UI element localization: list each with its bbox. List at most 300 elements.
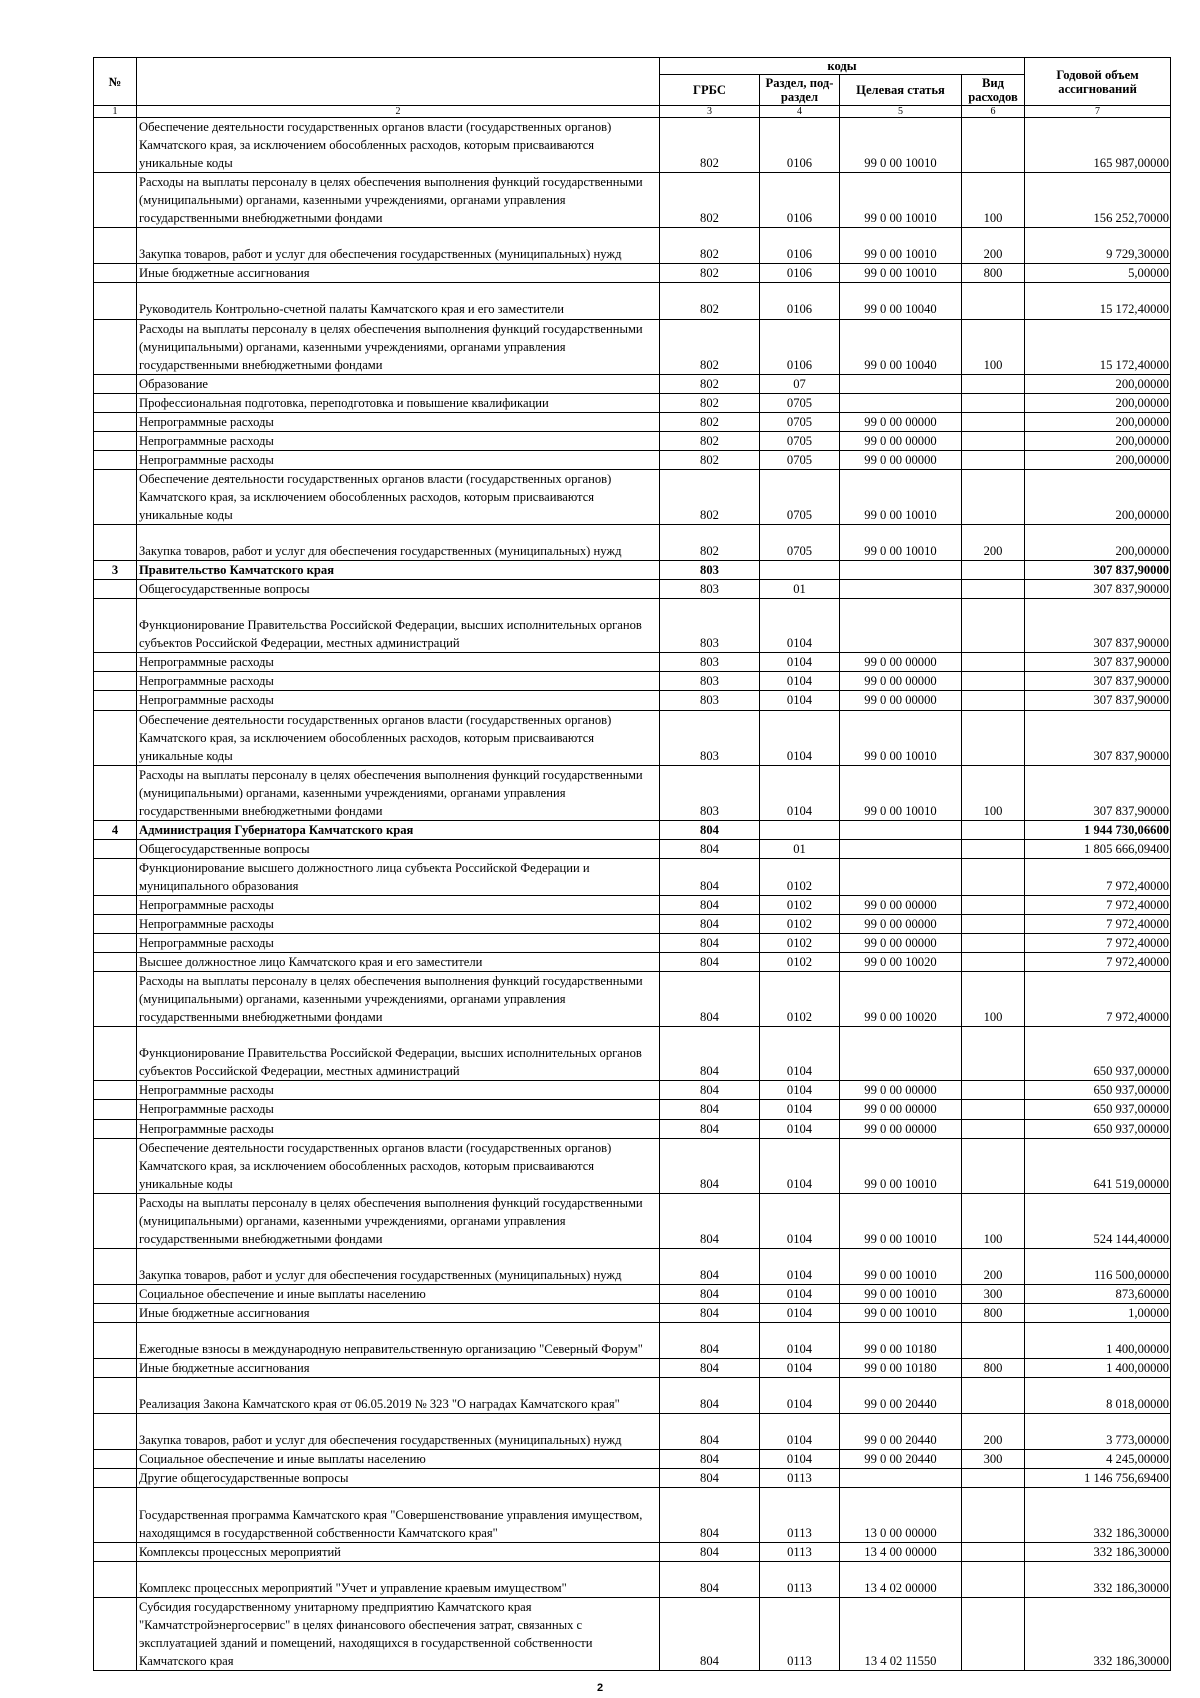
row-name: Субсидия государственному унитарному предприятию Камчатского края "Камчатстройэнергосервис" в целях финансового обеспечения затрат, связанных с эксплуатацией зданий и помещений, находящихся в государственной собственности Камчатского края xyxy=(137,1597,660,1670)
row-number xyxy=(94,469,137,524)
row-name: Другие общегосударственные вопросы xyxy=(137,1469,660,1488)
row-section: 0102 xyxy=(760,915,840,934)
row-name: Непрограммные расходы xyxy=(137,915,660,934)
budget-table xyxy=(93,57,1171,1671)
row-target: 99 0 00 10010 xyxy=(840,1193,962,1248)
row-target: 99 0 00 10010 xyxy=(840,1284,962,1303)
table-row xyxy=(94,1561,1171,1597)
table-body xyxy=(94,118,1171,1671)
row-number xyxy=(94,374,137,393)
table-row xyxy=(94,431,1171,450)
row-grbs: 804 xyxy=(660,1027,760,1081)
table-row xyxy=(94,374,1171,393)
table-row xyxy=(94,393,1171,412)
row-name: Руководитель Контрольно-счетной палаты Камчатского края и его заместители xyxy=(137,283,660,319)
row-grbs: 803 xyxy=(660,691,760,710)
row-expense-type xyxy=(962,283,1025,319)
row-amount: 5,00000 xyxy=(1025,264,1171,283)
row-number xyxy=(94,1304,137,1323)
row-name: Общегосударственные вопросы xyxy=(137,839,660,858)
row-expense-type xyxy=(962,820,1025,839)
row-grbs: 804 xyxy=(660,1323,760,1359)
row-number xyxy=(94,839,137,858)
budget-table-sheet xyxy=(93,57,1170,1671)
row-name: Расходы на выплаты персоналу в целях обеспечения выполнения функций государственными (муниципальными) органами, казенными учреждениями, органами управления государственными внебюджетными фондами xyxy=(137,1193,660,1248)
row-section: 0104 xyxy=(760,1138,840,1193)
row-grbs: 802 xyxy=(660,118,760,173)
row-name: Закупка товаров, работ и услуг для обеспечения государственных (муниципальных) нужд xyxy=(137,525,660,561)
row-number xyxy=(94,895,137,914)
row-expense-type xyxy=(962,431,1025,450)
row-amount: 1 146 756,69400 xyxy=(1025,1469,1171,1488)
row-amount: 650 937,00000 xyxy=(1025,1100,1171,1119)
row-target: 99 0 00 00000 xyxy=(840,672,962,691)
table-row xyxy=(94,672,1171,691)
row-grbs: 804 xyxy=(660,1138,760,1193)
table-row xyxy=(94,525,1171,561)
row-name: Социальное обеспечение и иные выплаты населению xyxy=(137,1450,660,1469)
row-expense-type xyxy=(962,895,1025,914)
table-row xyxy=(94,450,1171,469)
row-grbs: 804 xyxy=(660,1450,760,1469)
row-number xyxy=(94,765,137,820)
row-section: 0104 xyxy=(760,672,840,691)
row-amount: 200,00000 xyxy=(1025,525,1171,561)
header-name xyxy=(137,58,660,106)
header-target: Целевая статья xyxy=(840,75,962,106)
row-target: 99 0 00 10010 xyxy=(840,765,962,820)
row-grbs: 804 xyxy=(660,1488,760,1542)
row-grbs: 802 xyxy=(660,393,760,412)
row-amount: 307 837,90000 xyxy=(1025,599,1171,653)
row-amount: 1 400,00000 xyxy=(1025,1359,1171,1378)
table-row xyxy=(94,561,1171,580)
row-number xyxy=(94,580,137,599)
row-number xyxy=(94,710,137,765)
row-name: Непрограммные расходы xyxy=(137,412,660,431)
row-section: 07 xyxy=(760,374,840,393)
table-row xyxy=(94,173,1171,228)
row-grbs: 802 xyxy=(660,431,760,450)
table-row xyxy=(94,710,1171,765)
row-expense-type xyxy=(962,1488,1025,1542)
row-amount: 307 837,90000 xyxy=(1025,672,1171,691)
row-number: 4 xyxy=(94,820,137,839)
table-row xyxy=(94,1081,1171,1100)
row-expense-type xyxy=(962,561,1025,580)
row-number xyxy=(94,1027,137,1081)
table-row xyxy=(94,283,1171,319)
row-number xyxy=(94,915,137,934)
row-expense-type: 100 xyxy=(962,173,1025,228)
row-grbs: 804 xyxy=(660,1304,760,1323)
row-grbs: 802 xyxy=(660,283,760,319)
row-grbs: 802 xyxy=(660,469,760,524)
column-number: 5 xyxy=(840,106,962,118)
row-grbs: 802 xyxy=(660,412,760,431)
row-expense-type: 800 xyxy=(962,264,1025,283)
row-section xyxy=(760,820,840,839)
row-expense-type xyxy=(962,1542,1025,1561)
row-amount: 524 144,40000 xyxy=(1025,1193,1171,1248)
row-expense-type xyxy=(962,1081,1025,1100)
table-row xyxy=(94,934,1171,953)
row-name: Обеспечение деятельности государственных органов власти (государственных органов) Камчатского края, за исключением обособленных расходов, которым присваиваются уникальные коды xyxy=(137,118,660,173)
row-amount: 9 729,30000 xyxy=(1025,228,1171,264)
table-row xyxy=(94,858,1171,895)
row-name: Непрограммные расходы xyxy=(137,450,660,469)
row-name: Профессиональная подготовка, переподготовка и повышение квалификации xyxy=(137,393,660,412)
row-expense-type xyxy=(962,1027,1025,1081)
row-target: 13 4 02 00000 xyxy=(840,1561,962,1597)
row-section: 0104 xyxy=(760,1119,840,1138)
row-name: Закупка товаров, работ и услуг для обеспечения государственных (муниципальных) нужд xyxy=(137,1414,660,1450)
row-expense-type xyxy=(962,953,1025,972)
table-row xyxy=(94,653,1171,672)
row-target: 13 0 00 00000 xyxy=(840,1488,962,1542)
row-expense-type xyxy=(962,1119,1025,1138)
row-section: 01 xyxy=(760,580,840,599)
row-amount: 307 837,90000 xyxy=(1025,710,1171,765)
row-name: Реализация Закона Камчатского края от 06.05.2019 № 323 "О наградах Камчатского края" xyxy=(137,1378,660,1414)
row-expense-type xyxy=(962,915,1025,934)
row-number xyxy=(94,1469,137,1488)
row-expense-type xyxy=(962,1597,1025,1670)
row-section: 0113 xyxy=(760,1561,840,1597)
row-target xyxy=(840,858,962,895)
row-section: 0102 xyxy=(760,934,840,953)
row-amount: 7 972,40000 xyxy=(1025,858,1171,895)
row-section: 0705 xyxy=(760,450,840,469)
row-expense-type xyxy=(962,858,1025,895)
row-amount: 156 252,70000 xyxy=(1025,173,1171,228)
row-target xyxy=(840,580,962,599)
row-section: 01 xyxy=(760,839,840,858)
table-row xyxy=(94,1414,1171,1450)
row-target: 13 4 00 00000 xyxy=(840,1542,962,1561)
row-section: 0102 xyxy=(760,895,840,914)
row-number xyxy=(94,412,137,431)
row-amount: 332 186,30000 xyxy=(1025,1597,1171,1670)
row-number xyxy=(94,653,137,672)
row-number xyxy=(94,672,137,691)
row-section: 0104 xyxy=(760,599,840,653)
row-name: Обеспечение деятельности государственных органов власти (государственных органов) Камчатского края, за исключением обособленных расходов, которым присваиваются уникальные коды xyxy=(137,469,660,524)
row-section: 0104 xyxy=(760,1284,840,1303)
row-expense-type xyxy=(962,450,1025,469)
row-name: Закупка товаров, работ и услуг для обеспечения государственных (муниципальных) нужд xyxy=(137,1248,660,1284)
row-name: Функционирование высшего должностного лица субъекта Российской Федерации и муниципального образования xyxy=(137,858,660,895)
row-target: 13 4 02 11550 xyxy=(840,1597,962,1670)
table-row xyxy=(94,1284,1171,1303)
row-name: Администрация Губернатора Камчатского края xyxy=(137,820,660,839)
row-amount: 650 937,00000 xyxy=(1025,1027,1171,1081)
row-grbs: 804 xyxy=(660,1597,760,1670)
row-number xyxy=(94,972,137,1027)
row-amount: 1 805 666,09400 xyxy=(1025,839,1171,858)
row-grbs: 802 xyxy=(660,525,760,561)
row-grbs: 804 xyxy=(660,1359,760,1378)
table-row xyxy=(94,1248,1171,1284)
row-name: Непрограммные расходы xyxy=(137,934,660,953)
row-amount: 15 172,40000 xyxy=(1025,283,1171,319)
row-target: 99 0 00 10010 xyxy=(840,710,962,765)
table-row xyxy=(94,1193,1171,1248)
row-section: 0705 xyxy=(760,412,840,431)
row-grbs: 803 xyxy=(660,710,760,765)
row-name: Обеспечение деятельности государственных органов власти (государственных органов) Камчатского края, за исключением обособленных расходов, которым присваиваются уникальные коды xyxy=(137,710,660,765)
row-target: 99 0 00 20440 xyxy=(840,1414,962,1450)
row-number xyxy=(94,264,137,283)
column-number: 3 xyxy=(660,106,760,118)
row-amount: 641 519,00000 xyxy=(1025,1138,1171,1193)
row-number xyxy=(94,1323,137,1359)
row-expense-type: 300 xyxy=(962,1284,1025,1303)
row-grbs: 804 xyxy=(660,895,760,914)
column-number: 2 xyxy=(137,106,660,118)
row-target: 99 0 00 00000 xyxy=(840,412,962,431)
row-expense-type xyxy=(962,393,1025,412)
row-name: Комплекс процессных мероприятий "Учет и управление краевым имуществом" xyxy=(137,1561,660,1597)
row-number xyxy=(94,1561,137,1597)
row-target: 99 0 00 10020 xyxy=(840,972,962,1027)
table-row xyxy=(94,1542,1171,1561)
row-number xyxy=(94,1193,137,1248)
header-amount: Годовой объем ассигнований xyxy=(1025,58,1171,106)
row-expense-type xyxy=(962,374,1025,393)
row-expense-type xyxy=(962,1323,1025,1359)
table-row xyxy=(94,972,1171,1027)
row-grbs: 804 xyxy=(660,839,760,858)
row-number xyxy=(94,319,137,374)
row-name: Высшее должностное лицо Камчатского края и его заместители xyxy=(137,953,660,972)
row-grbs: 804 xyxy=(660,934,760,953)
row-amount: 7 972,40000 xyxy=(1025,895,1171,914)
row-target: 99 0 00 00000 xyxy=(840,1100,962,1119)
row-expense-type xyxy=(962,599,1025,653)
row-target: 99 0 00 00000 xyxy=(840,915,962,934)
row-section: 0104 xyxy=(760,653,840,672)
row-name: Непрограммные расходы xyxy=(137,691,660,710)
row-target: 99 0 00 10180 xyxy=(840,1359,962,1378)
row-grbs: 804 xyxy=(660,1561,760,1597)
row-target xyxy=(840,374,962,393)
row-amount: 200,00000 xyxy=(1025,469,1171,524)
row-expense-type: 200 xyxy=(962,228,1025,264)
row-amount: 650 937,00000 xyxy=(1025,1119,1171,1138)
row-name: Общегосударственные вопросы xyxy=(137,580,660,599)
row-section: 0104 xyxy=(760,1450,840,1469)
row-target: 99 0 00 10180 xyxy=(840,1323,962,1359)
column-number: 6 xyxy=(962,106,1025,118)
row-expense-type xyxy=(962,934,1025,953)
table-row xyxy=(94,1597,1171,1670)
row-expense-type xyxy=(962,710,1025,765)
row-amount: 332 186,30000 xyxy=(1025,1488,1171,1542)
table-row xyxy=(94,469,1171,524)
row-section: 0104 xyxy=(760,1414,840,1450)
row-section: 0106 xyxy=(760,118,840,173)
row-section: 0104 xyxy=(760,765,840,820)
page-number: 2 xyxy=(596,1682,604,1694)
row-amount: 7 972,40000 xyxy=(1025,972,1171,1027)
row-section: 0104 xyxy=(760,1193,840,1248)
row-expense-type xyxy=(962,118,1025,173)
row-grbs: 804 xyxy=(660,1100,760,1119)
row-name: Функционирование Правительства Российской Федерации, высших исполнительных органов субъектов Российской Федерации, местных администраций xyxy=(137,599,660,653)
row-target: 99 0 00 10010 xyxy=(840,469,962,524)
row-name: Непрограммные расходы xyxy=(137,653,660,672)
row-number xyxy=(94,1414,137,1450)
row-number xyxy=(94,1248,137,1284)
row-amount: 15 172,40000 xyxy=(1025,319,1171,374)
row-section: 0705 xyxy=(760,431,840,450)
table-row xyxy=(94,1304,1171,1323)
row-name: Расходы на выплаты персоналу в целях обеспечения выполнения функций государственными (муниципальными) органами, казенными учреждениями, органами управления государственными внебюджетными фондами xyxy=(137,173,660,228)
row-target: 99 0 00 00000 xyxy=(840,691,962,710)
row-section: 0106 xyxy=(760,173,840,228)
row-grbs: 802 xyxy=(660,319,760,374)
row-expense-type xyxy=(962,1561,1025,1597)
row-expense-type xyxy=(962,580,1025,599)
row-name: Иные бюджетные ассигнования xyxy=(137,1359,660,1378)
row-section: 0113 xyxy=(760,1488,840,1542)
table-row xyxy=(94,599,1171,653)
row-amount: 307 837,90000 xyxy=(1025,691,1171,710)
row-section: 0113 xyxy=(760,1597,840,1670)
row-section: 0104 xyxy=(760,1081,840,1100)
row-grbs: 804 xyxy=(660,1469,760,1488)
row-number xyxy=(94,228,137,264)
row-grbs: 804 xyxy=(660,1378,760,1414)
row-number xyxy=(94,858,137,895)
row-expense-type xyxy=(962,412,1025,431)
row-expense-type xyxy=(962,1100,1025,1119)
row-name: Расходы на выплаты персоналу в целях обеспечения выполнения функций государственными (муниципальными) органами, казенными учреждениями, органами управления государственными внебюджетными фондами xyxy=(137,972,660,1027)
row-name: Иные бюджетные ассигнования xyxy=(137,1304,660,1323)
row-target xyxy=(840,820,962,839)
row-grbs: 802 xyxy=(660,450,760,469)
row-target xyxy=(840,393,962,412)
row-section: 0104 xyxy=(760,710,840,765)
row-name: Непрограммные расходы xyxy=(137,672,660,691)
row-expense-type xyxy=(962,1378,1025,1414)
table-row xyxy=(94,1488,1171,1542)
row-section: 0104 xyxy=(760,1248,840,1284)
row-target: 99 0 00 10010 xyxy=(840,264,962,283)
row-section: 0104 xyxy=(760,691,840,710)
row-section: 0102 xyxy=(760,858,840,895)
table-row xyxy=(94,895,1171,914)
row-amount: 200,00000 xyxy=(1025,374,1171,393)
column-number: 1 xyxy=(94,106,137,118)
row-target: 99 0 00 10040 xyxy=(840,319,962,374)
row-target: 99 0 00 00000 xyxy=(840,934,962,953)
row-target: 99 0 00 00000 xyxy=(840,450,962,469)
row-name: Функционирование Правительства Российской Федерации, высших исполнительных органов субъектов Российской Федерации, местных администраций xyxy=(137,1027,660,1081)
row-number xyxy=(94,173,137,228)
row-number xyxy=(94,525,137,561)
table-row xyxy=(94,580,1171,599)
table-row xyxy=(94,1323,1171,1359)
row-number xyxy=(94,1378,137,1414)
row-name: Государственная программа Камчатского края "Совершенствование управления имуществом, находящимся в государственной собственности Камчатского края" xyxy=(137,1488,660,1542)
row-section: 0102 xyxy=(760,972,840,1027)
header-grbs: ГРБС xyxy=(660,75,760,106)
row-grbs: 804 xyxy=(660,820,760,839)
row-target: 99 0 00 10020 xyxy=(840,953,962,972)
row-section: 0106 xyxy=(760,283,840,319)
row-number xyxy=(94,450,137,469)
row-section: 0705 xyxy=(760,525,840,561)
row-grbs: 802 xyxy=(660,173,760,228)
row-grbs: 803 xyxy=(660,561,760,580)
row-target xyxy=(840,839,962,858)
row-section: 0705 xyxy=(760,393,840,412)
row-name: Образование xyxy=(137,374,660,393)
row-name: Непрограммные расходы xyxy=(137,895,660,914)
row-target: 99 0 00 10010 xyxy=(840,173,962,228)
table-row xyxy=(94,820,1171,839)
row-grbs: 803 xyxy=(660,765,760,820)
row-grbs: 802 xyxy=(660,228,760,264)
row-number xyxy=(94,1597,137,1670)
row-expense-type xyxy=(962,653,1025,672)
row-section: 0106 xyxy=(760,228,840,264)
row-target: 99 0 00 00000 xyxy=(840,895,962,914)
row-number xyxy=(94,691,137,710)
header-section: Раздел, под-раздел xyxy=(760,75,840,106)
row-grbs: 804 xyxy=(660,972,760,1027)
row-section: 0104 xyxy=(760,1100,840,1119)
row-number xyxy=(94,431,137,450)
row-target: 99 0 00 00000 xyxy=(840,653,962,672)
row-grbs: 803 xyxy=(660,653,760,672)
row-name: Социальное обеспечение и иные выплаты населению xyxy=(137,1284,660,1303)
row-number xyxy=(94,1542,137,1561)
row-name: Правительство Камчатского края xyxy=(137,561,660,580)
row-expense-type: 300 xyxy=(962,1450,1025,1469)
column-number: 4 xyxy=(760,106,840,118)
row-target: 99 0 00 00000 xyxy=(840,1119,962,1138)
row-expense-type: 200 xyxy=(962,1248,1025,1284)
row-expense-type xyxy=(962,469,1025,524)
row-amount: 1,00000 xyxy=(1025,1304,1171,1323)
row-grbs: 804 xyxy=(660,1542,760,1561)
row-grbs: 803 xyxy=(660,599,760,653)
row-number xyxy=(94,953,137,972)
row-grbs: 804 xyxy=(660,1119,760,1138)
table-row xyxy=(94,118,1171,173)
row-grbs: 804 xyxy=(660,915,760,934)
row-number xyxy=(94,1284,137,1303)
header-no: № xyxy=(94,58,137,106)
row-name: Иные бюджетные ассигнования xyxy=(137,264,660,283)
row-name: Закупка товаров, работ и услуг для обеспечения государственных (муниципальных) нужд xyxy=(137,228,660,264)
table-row xyxy=(94,264,1171,283)
row-amount: 200,00000 xyxy=(1025,412,1171,431)
row-section: 0104 xyxy=(760,1378,840,1414)
row-expense-type xyxy=(962,672,1025,691)
row-target: 99 0 00 00000 xyxy=(840,1081,962,1100)
row-section: 0104 xyxy=(760,1304,840,1323)
row-number xyxy=(94,1119,137,1138)
row-expense-type xyxy=(962,839,1025,858)
row-grbs: 804 xyxy=(660,1081,760,1100)
row-name: Непрограммные расходы xyxy=(137,1100,660,1119)
row-amount: 200,00000 xyxy=(1025,450,1171,469)
table-row xyxy=(94,1378,1171,1414)
